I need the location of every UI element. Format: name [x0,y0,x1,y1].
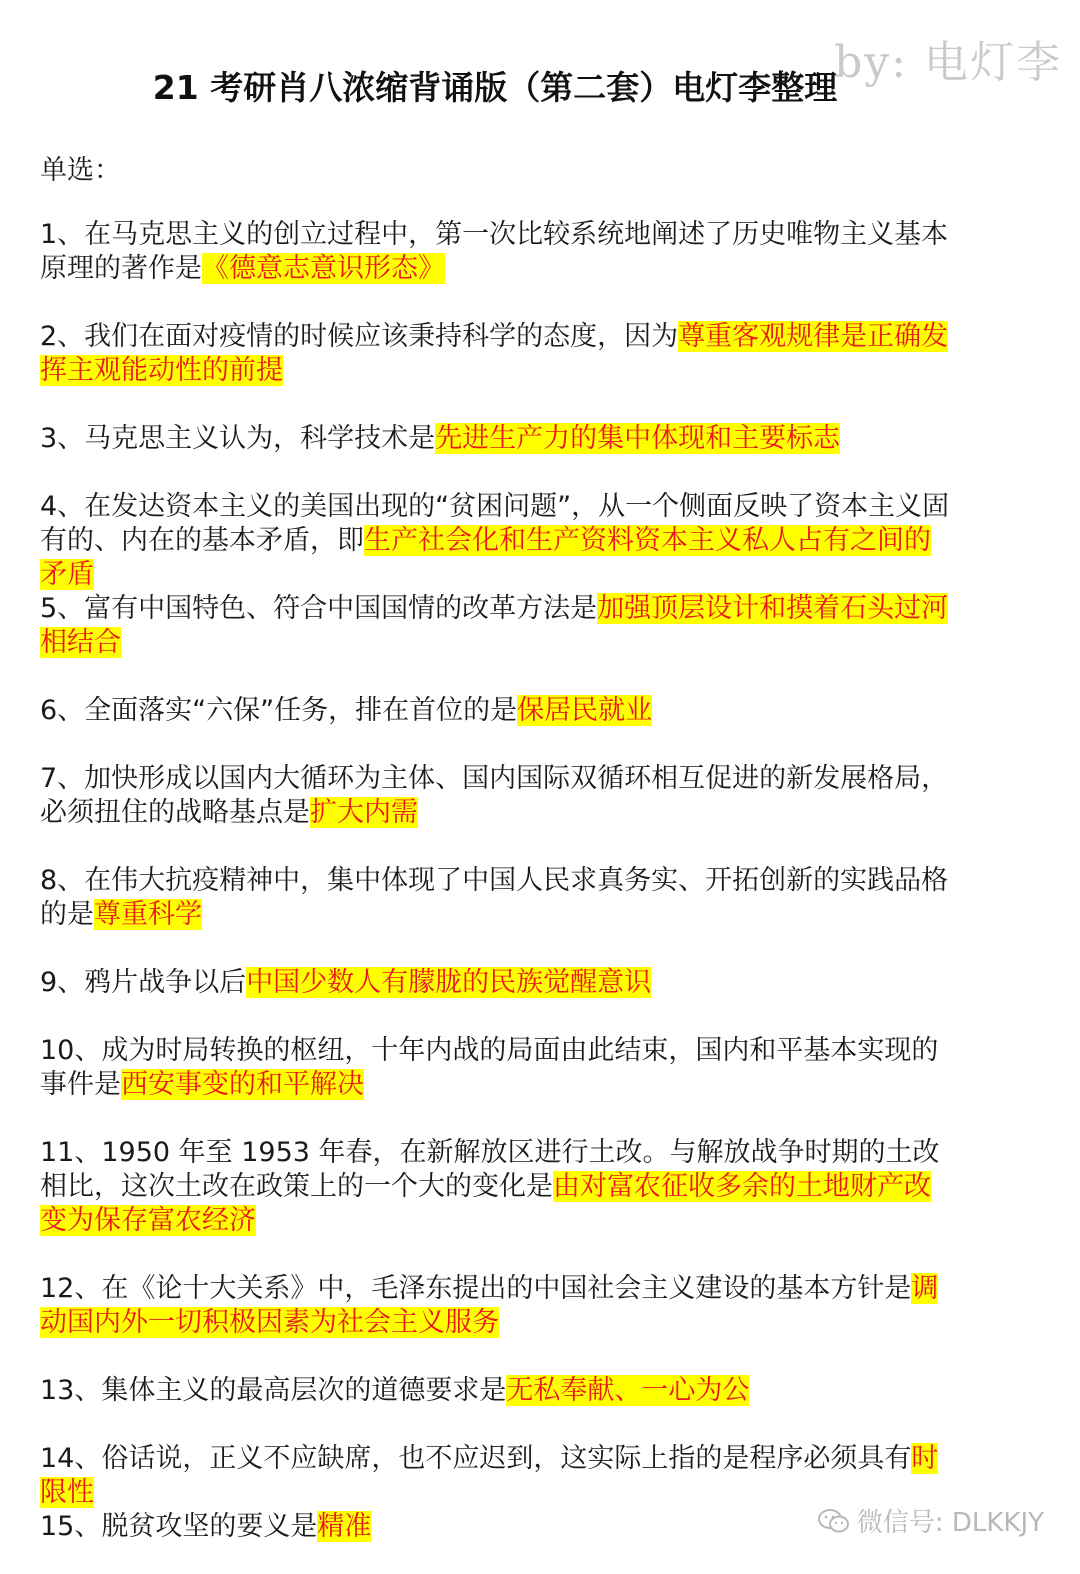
wechat-watermark [817,1502,1044,1539]
answer-highlight: 西安事变的和平解决 [121,1069,364,1100]
question-item: 7、加快形成以国内大循环为主体、国内国际双循环相互促进的新发展格局，必须扭住的战略基点是扩大内需 [40,763,949,828]
answer-highlight: 尊重客观规律是正确发挥主观能动性的前提 [40,321,949,386]
answer-highlight: 生产社会化和生产资料资本主义私人占有之间的矛盾 [40,525,931,590]
question-item: 3、马克思主义认为，科学技术是先进生产力的集中体现和主要标志 [40,423,841,454]
answer-highlight: 保居民就业 [517,695,653,726]
answer-highlight: 精准 [317,1511,372,1542]
question-item: 13、集体主义的最高层次的道德要求是无私奉献、一心为公 [40,1375,750,1406]
wechat-id-text: 微信号: DLKKJY [856,1508,1044,1538]
answer-highlight: 时限性 [40,1443,939,1508]
question-item: 2、我们在面对疫情的时候应该秉持科学的态度，因为尊重客观规律是正确发挥主观能动性的前提 [40,321,949,386]
answer-highlight: 加强顶层设计和摸着石头过河相结合 [40,593,949,658]
author-watermark: by: 电灯李 [834,37,1062,88]
question-item: 14、俗话说，正义不应缺席，也不应迟到，这实际上指的是程序必须具有时限性 [40,1443,939,1508]
question-item: 1、在马克思主义的创立过程中，第一次比较系统地阐述了历史唯物主义基本原理的著作是《德意志意识形态》 [40,219,949,284]
answer-highlight: 先进生产力的集中体现和主要标志 [435,423,841,454]
answer-highlight: 尊重科学 [94,899,202,930]
wechat-icon [817,1508,851,1534]
question-item: 9、鸦片战争以后中国少数人有朦胧的民族觉醒意识 [40,967,652,998]
answer-highlight: 扩大内需 [310,797,418,828]
question-item: 8、在伟大抗疫精神中，集中体现了中国人民求真务实、开拓创新的实践品格的是尊重科学 [40,865,949,930]
question-item: 12、在《论十大关系》中，毛泽东提出的中国社会主义建设的基本方针是调动国内外一切积极因素为社会主义服务 [40,1273,939,1338]
question-item: 11、1950 年至 1953 年春，在新解放区进行土改。与解放战争时期的土改相比，这次土改在政策上的一个大的变化是由对富农征收多余的土地财产改变为保存富农经济 [40,1137,940,1236]
question-item: 15、脱贫攻坚的要义是精准 [40,1511,372,1542]
section-label-single-choice: 单选： [40,155,121,186]
answer-highlight: 《德意志意识形态》 [202,253,445,284]
answer-highlight: 中国少数人有朦胧的民族觉醒意识 [246,967,652,998]
question-item: 4、在发达资本主义的美国出现的“贫困问题”，从一个侧面反映了资本主义固有的、内在的基本矛盾，即生产社会化和生产资料资本主义私人占有之间的矛盾 [40,491,950,590]
question-item: 10、成为时局转换的枢纽，十年内战的局面由此结束，国内和平基本实现的事件是西安事变的和平解决 [40,1035,939,1100]
document-title: 21 考研肖八浓缩背诵版（第二套）电灯李整理 [152,68,838,107]
answer-highlight: 无私奉献、一心为公 [506,1375,750,1406]
answer-highlight: 由对富农征收多余的土地财产改变为保存富农经济 [40,1171,931,1236]
question-item: 6、全面落实“六保”任务，排在首位的是保居民就业 [40,695,653,726]
question-item: 5、富有中国特色、符合中国国情的改革方法是加强顶层设计和摸着石头过河相结合 [40,593,949,658]
answer-highlight: 调动国内外一切积极因素为社会主义服务 [40,1273,939,1338]
